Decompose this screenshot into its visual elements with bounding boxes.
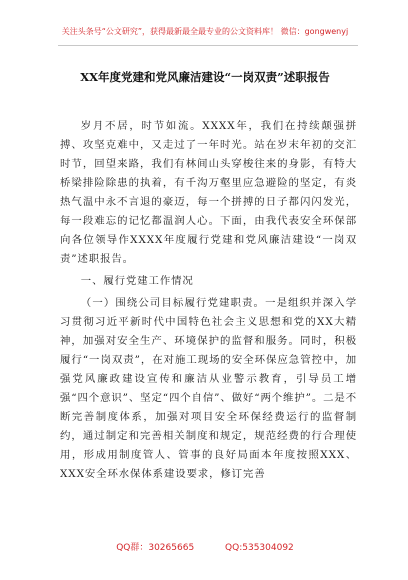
header-banner: 关注头条号“公文研究”，获得最新最全最专业的公文资料库！ 微信：gongwenyj bbox=[61, 27, 349, 36]
intro-paragraph: 岁月不居，时节如流。XXXX年，我们在持续颠强拼搏、攻坚克难中，又走过了一年时光。站在岁末年初的交汇时节，回望来路，我们有林间山头穿梭往来的身影，有特大桥梁排险除患的执着，有千沟万壑里应急避险的坚定，有炎热气温中永不言退的豪迈，每一个拼搏的日子都闪闪发光，每一段难忘的记忆都温润人心。下面，由我代表安全环保部向各位领导作XXXX年度履行党建和党风廉洁建设“一岗双责”述职报告。 bbox=[60, 120, 357, 265]
document-body bbox=[60, 117, 357, 484]
section-heading: 一、履行党建工作情况 bbox=[80, 275, 194, 287]
subsection-paragraph: （一）围绕公司目标履行党建职责。一是组织并深入学习贯彻习近平新时代中国特色社会主义思想和党的XX大精神，加强对安全生产、环境保护的监督和服务。同时，积极履行“一岗双责”，在对施工现场的安全环保应急管控中，加强党风廉政建设宣传和廉洁从业警示教育，引导员工增强“四个意识”、坚定“四个自信”、做好“两个维护”。二是不断完善制度体系，加强对项目安全环保经费运行的监督制约，通过制定和完善相关制度和规定，规范经费的行合理使用，形成用制度管人、管事的良好局面本年度按照XXX、XXX安全环水保体系建设要求，修订完善 bbox=[60, 297, 357, 480]
footer-qq-number: QQ:535304092 bbox=[225, 543, 294, 553]
footer-contact bbox=[40, 542, 370, 554]
document-title: XX年度党建和党风廉洁建设“一岗双责”述职报告 bbox=[80, 70, 330, 84]
footer-qq-group: QQ群：30265665 bbox=[116, 543, 195, 553]
header-divider bbox=[58, 45, 358, 46]
